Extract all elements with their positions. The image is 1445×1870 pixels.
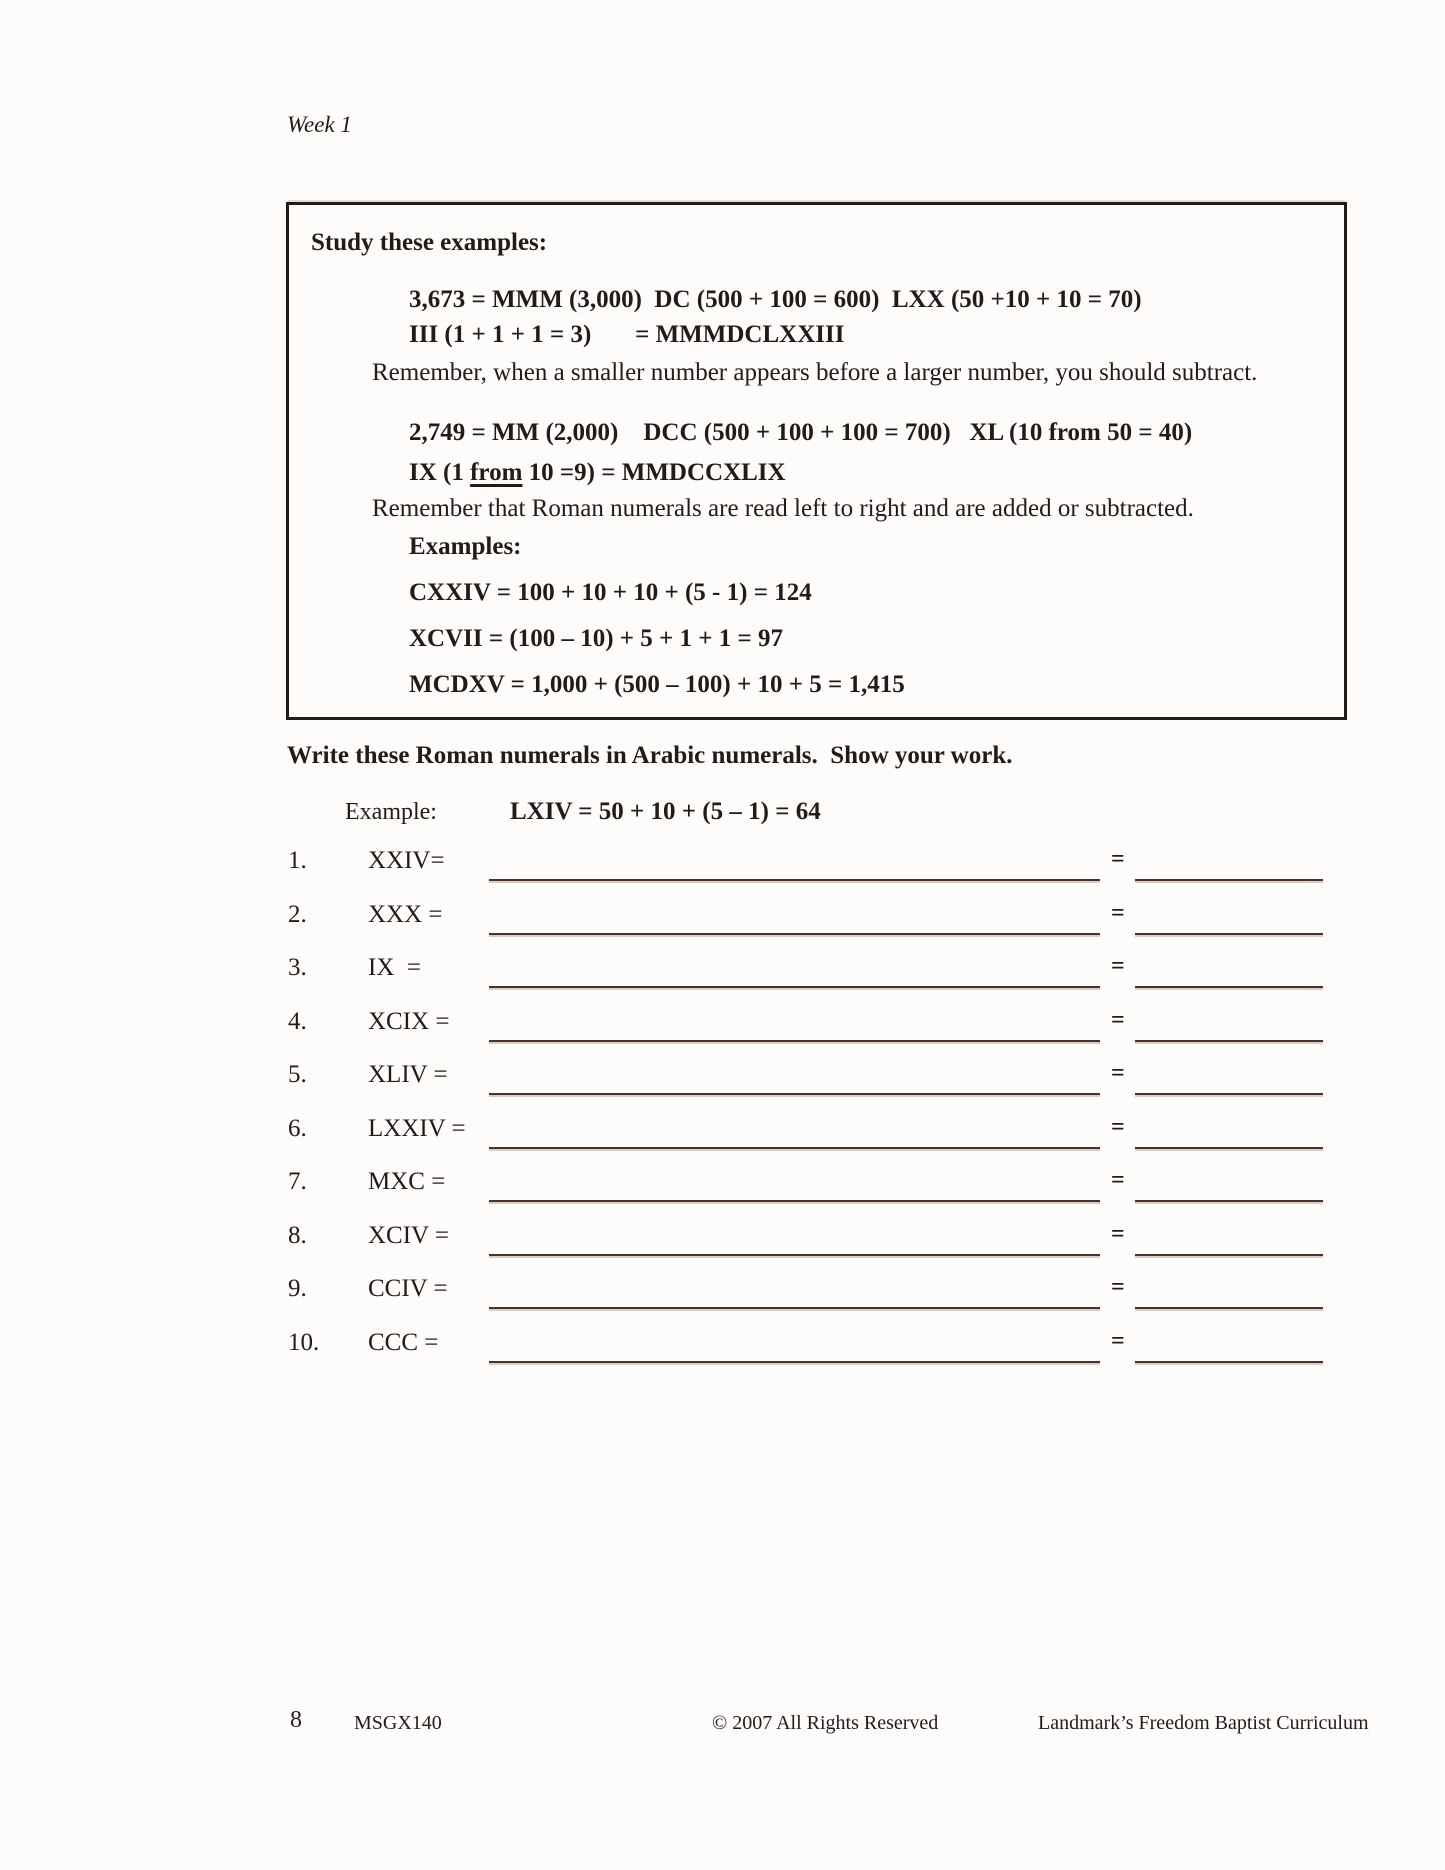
- example2-line2-suffix: 10 =9) = MMDCCXLIX: [522, 459, 786, 486]
- problem-numeral: XCIV =: [368, 1222, 450, 1249]
- problem-number: 2.: [288, 901, 307, 928]
- work-blank-line: [489, 1271, 1100, 1309]
- problem-row-3: [0, 950, 1445, 986]
- note-subtract: Remember, when a smaller number appears before a larger number, you should subtract.: [372, 359, 1258, 386]
- problem-numeral: IX =: [368, 954, 421, 981]
- footer-copyright: © 2007 All Rights Reserved: [712, 1712, 939, 1734]
- problem-row-2: [0, 897, 1445, 933]
- answer-blank-line: [1135, 897, 1323, 935]
- problem-number: 1.: [288, 847, 307, 874]
- problem-row-5: [0, 1057, 1445, 1093]
- problem-numeral: XXIV=: [368, 847, 445, 874]
- example2-line2-underlined-word: from: [470, 459, 523, 486]
- answer-blank-line: [1135, 1004, 1323, 1042]
- problem-numeral: XLIV =: [368, 1061, 448, 1088]
- problem-number: 9.: [288, 1275, 307, 1302]
- work-blank-line: [489, 1218, 1100, 1256]
- equals-sign: =: [1111, 1274, 1125, 1300]
- equals-sign: =: [1111, 1114, 1125, 1140]
- week-label: Week 1: [287, 112, 352, 137]
- answer-blank-line: [1135, 843, 1323, 881]
- answer-blank-line: [1135, 1218, 1323, 1256]
- example2-line1: 2,749 = MM (2,000) DCC (500 + 100 + 100 = 700) XL (10 from 50 = 40): [409, 419, 1193, 446]
- answer-blank-line: [1135, 950, 1323, 988]
- problem-row-10: [0, 1325, 1445, 1361]
- worked-example-3: MCDXV = 1,000 + (500 – 100) + 10 + 5 = 1,415: [409, 671, 905, 698]
- equals-sign: =: [1111, 1060, 1125, 1086]
- answer-blank-line: [1135, 1325, 1323, 1363]
- answer-blank-line: [1135, 1057, 1323, 1095]
- example1-line2: III (1 + 1 + 1 = 3) = MMMDCLXXIII: [409, 321, 845, 348]
- work-blank-line: [489, 950, 1100, 988]
- problem-row-8: [0, 1218, 1445, 1254]
- worked-example-1: CXXIV = 100 + 10 + 10 + (5 - 1) = 124: [409, 579, 812, 606]
- problem-number: 6.: [288, 1115, 307, 1142]
- work-blank-line: [489, 1057, 1100, 1095]
- equals-sign: =: [1111, 1167, 1125, 1193]
- problem-numeral: CCIV =: [368, 1275, 448, 1302]
- problem-number: 3.: [288, 954, 307, 981]
- footer-publisher: Landmark’s Freedom Baptist Curriculum: [1038, 1712, 1369, 1734]
- exercise-instructions: Write these Roman numerals in Arabic numerals. Show your work.: [287, 742, 1013, 769]
- equals-sign: =: [1111, 1328, 1125, 1354]
- examples-label: Examples:: [409, 533, 522, 560]
- work-blank-line: [489, 1111, 1100, 1149]
- work-blank-line: [489, 1325, 1100, 1363]
- equals-sign: =: [1111, 1007, 1125, 1033]
- example-label: Example:: [345, 799, 437, 825]
- footer-course-code: MSGX140: [354, 1712, 442, 1734]
- problem-number: 8.: [288, 1222, 307, 1249]
- problem-number: 7.: [288, 1168, 307, 1195]
- example-equation: LXIV = 50 + 10 + (5 – 1) = 64: [510, 798, 821, 825]
- equals-sign: =: [1111, 953, 1125, 979]
- problem-row-4: [0, 1004, 1445, 1040]
- problem-numeral: XCIX =: [368, 1008, 450, 1035]
- exercise-example-row: [0, 794, 1445, 830]
- study-examples-box: [286, 202, 1347, 720]
- example2-line2-prefix: IX (1: [409, 459, 471, 486]
- problem-row-7: [0, 1164, 1445, 1200]
- problem-numeral: CCC =: [368, 1329, 439, 1356]
- work-blank-line: [489, 843, 1100, 881]
- problem-row-6: [0, 1111, 1445, 1147]
- answer-blank-line: [1135, 1164, 1323, 1202]
- problem-number: 10.: [288, 1329, 320, 1356]
- page-number: 8: [290, 1707, 302, 1733]
- worked-example-2: XCVII = (100 – 10) + 5 + 1 + 1 = 97: [409, 625, 783, 652]
- equals-sign: =: [1111, 846, 1125, 872]
- problem-number: 4.: [288, 1008, 307, 1035]
- problem-row-1: [0, 843, 1445, 879]
- study-box-title: Study these examples:: [311, 229, 548, 256]
- problem-number: 5.: [288, 1061, 307, 1088]
- work-blank-line: [489, 1004, 1100, 1042]
- work-blank-line: [489, 1164, 1100, 1202]
- equals-sign: =: [1111, 1221, 1125, 1247]
- work-blank-line: [489, 897, 1100, 935]
- problem-numeral: MXC =: [368, 1168, 446, 1195]
- note-read-order: Remember that Roman numerals are read left to right and are added or subtracted.: [372, 495, 1194, 522]
- example2-line2: [409, 459, 786, 487]
- equals-sign: =: [1111, 900, 1125, 926]
- problem-row-9: [0, 1271, 1445, 1307]
- example1-line1: 3,673 = MMM (3,000) DC (500 + 100 = 600) LXX (50 +10 + 10 = 70): [409, 286, 1142, 313]
- answer-blank-line: [1135, 1271, 1323, 1309]
- problem-numeral: XXX =: [368, 901, 443, 928]
- problem-numeral: LXXIV =: [368, 1115, 466, 1142]
- answer-blank-line: [1135, 1111, 1323, 1149]
